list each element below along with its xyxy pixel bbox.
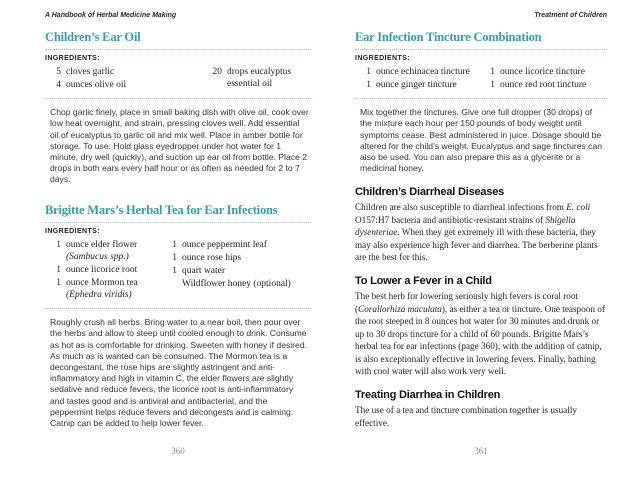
dotted-divider	[45, 221, 311, 223]
running-head-left: A Handbook of Herbal Medicine Making	[45, 12, 177, 19]
book-page-left	[45, 12, 311, 431]
ingredient-latin-name: (Ephedra viridis)	[66, 290, 132, 301]
running-head-right: Treatment of Children	[534, 12, 607, 19]
ingredient-name: ounce peppermint leaf	[182, 239, 267, 250]
ingredient-name: ounces olive oil	[66, 80, 127, 91]
ingredient-name: ounce licorice tincture	[500, 67, 585, 77]
ingredient-name: drops eucalyptus essential oil	[227, 67, 292, 90]
ingredient-item	[161, 239, 311, 251]
section-heading: To Lower a Fever in a Child	[355, 275, 492, 288]
dotted-divider	[45, 48, 311, 50]
ingredient-name: ounce ginger tincture	[376, 80, 457, 91]
dotted-divider	[355, 97, 607, 99]
ingredient-quantity: 1	[172, 239, 177, 250]
ingredient-quantity: 1	[366, 67, 371, 77]
ingredient-column	[355, 66, 479, 92]
dotted-divider	[355, 48, 607, 50]
recipe-brigitte-mars-herbal-tea	[45, 203, 311, 430]
recipe-childrens-ear-oil	[45, 30, 311, 186]
recipe-instructions: Chop garlic finely, place in small baking dish with olive oil, cook over low heat overnight, and strain, pressing cloves well. Add essential oil of eucalyptus to garlic oil and mix well. Place in amber bottle for storage. To use: Hold glass eyedropper under hot water for 1 minute, dry well (quickly), and suction up ear oil from bottle. Place 2 drops in both ears every half hour or as often as needed for 2 to 7 days.	[50, 107, 309, 185]
ingredient-item	[45, 277, 161, 301]
ingredient-list	[45, 66, 311, 92]
ingredient-column	[161, 239, 311, 303]
ingredient-list	[355, 66, 607, 92]
ingredient-quantity: 4	[56, 80, 61, 91]
recipe-title: Brigitte Mars’s Herbal Tea for Ear Infections	[45, 202, 278, 217]
ingredient-name: Wildflower honey (optional)	[182, 278, 291, 289]
ingredient-item	[45, 239, 161, 263]
recipe-instructions: Mix together the tinctures. Give one full dropper (30 drops) of the mixture each hour per 150 pounds of body weight until symptoms cease. Best administered in juice. Dosage should be altered for the child’s weight. Eucalyptus and sage tinctures can also be used. You can also prepare this as a glycerite or a medicinal honey.	[360, 107, 603, 174]
section-heading: Treating Diarrhea in Children	[355, 389, 501, 402]
ingredient-item	[45, 264, 161, 276]
recipe-instructions: Roughly crush all herbs. Bring water to a near boil, then pour over the herbs and allow to steep until cooled enough to drink. Consume as hot as is comfortable for drinking. Sweeten with honey if desired. As much as is wanted can be consumed. The Mormon tea is a decongestant, the rose hips are slightly astringent and anti-inflammatory and high in vitamin C, the elder flowers are slightly sedative and reduce fevers, the licorice root is anti-inflammatory and tastes good and is antiviral and antibacterial, and the peppermint helps reduce fevers and decongests and is calming. Catnip can be added to help lower fever.	[50, 317, 307, 428]
ingredient-column	[45, 66, 206, 92]
ingredient-quantity: 1	[56, 239, 61, 250]
ingredient-quantity: 20	[212, 67, 222, 77]
section-paragraph: Children are also susceptible to diarrheal infections from E. coli O157:H7 bacteria and antibiotic-resistant strains of Shigella dysenteriae. When they get extremely ill with these bacteria, they may also experience high fever and diarrhea. The berberine plants are the best for this.	[355, 202, 598, 263]
section-paragraph: The use of a tea and tincture combination together is usually effective.	[355, 405, 577, 428]
section-to-lower-a-fever	[355, 275, 607, 377]
page-number-right: 361	[474, 446, 488, 456]
section-treating-diarrhea	[355, 389, 607, 429]
ingredient-quantity: 1	[490, 67, 495, 77]
ingredient-name: ounce red root tincture	[500, 80, 587, 91]
ingredient-item	[479, 66, 607, 78]
recipe-title: Children’s Ear Oil	[45, 30, 141, 44]
ingredient-column	[479, 66, 607, 92]
recipe-ear-infection-tincture	[355, 30, 607, 174]
ingredients-label: INGREDIENTS:	[45, 55, 100, 62]
ingredient-name: quart water	[182, 265, 225, 276]
ingredient-item	[45, 66, 206, 78]
ingredient-item	[355, 79, 479, 91]
ingredient-item	[161, 278, 311, 290]
ingredient-name: ounce Mormon tea (Ephedra viridis)	[66, 277, 138, 301]
ingredients-label: INGREDIENTS:	[355, 55, 410, 62]
ingredient-name: ounce echinacea tincture	[376, 67, 470, 77]
section-childrens-diarrheal-diseases	[355, 186, 607, 263]
ingredient-name: ounce rose hips	[182, 252, 242, 263]
ingredient-name: cloves garlic	[66, 67, 115, 77]
ingredient-quantity: 1	[56, 277, 61, 288]
ingredient-item	[45, 79, 206, 91]
ingredient-quantity: 5	[56, 67, 61, 77]
ingredient-item	[355, 66, 479, 78]
ingredient-name: ounce elder flower (Sambucus spp.)	[66, 239, 138, 262]
ingredient-quantity: 1	[172, 265, 177, 276]
ingredient-column	[45, 239, 161, 303]
dotted-divider	[45, 307, 311, 309]
ingredient-name: ounce licorice root	[66, 264, 138, 275]
recipe-title: Ear Infection Tincture Combination	[355, 30, 542, 44]
ingredient-latin-name: (Sambucus spp.)	[66, 251, 129, 262]
ingredient-list	[45, 239, 311, 303]
ingredient-column	[206, 66, 311, 92]
section-paragraph: The best herb for lowering seriously high fevers is coral root (Corallorhiza maculata), as either a tea or tincture. One teaspoon of the root steeped in 8 ounces hot water for 30 minutes and drunk or up to 30 drops tincture for a child of 60 pounds. Brigitte Mars’s herbal tea for ear infections (page 360), with the addition of catnip, is also exceptionally effective in lowering fevers. Finally, bathing with cool water will also work very well.	[355, 291, 605, 376]
page-number-left: 360	[171, 446, 185, 456]
ingredient-quantity: 1	[56, 264, 61, 275]
dotted-divider	[45, 97, 311, 99]
ingredient-item	[479, 79, 607, 91]
book-page-right	[355, 12, 607, 429]
ingredients-label: INGREDIENTS:	[45, 227, 100, 235]
ingredient-quantity	[161, 278, 177, 290]
ingredient-item	[206, 66, 311, 90]
ingredient-quantity: 1	[366, 80, 371, 91]
ingredient-item	[161, 265, 311, 277]
ingredient-quantity: 1	[172, 252, 177, 263]
ingredient-quantity: 1	[490, 80, 495, 91]
ingredient-item	[161, 252, 311, 264]
section-heading: Children’s Diarrheal Diseases	[355, 186, 505, 199]
